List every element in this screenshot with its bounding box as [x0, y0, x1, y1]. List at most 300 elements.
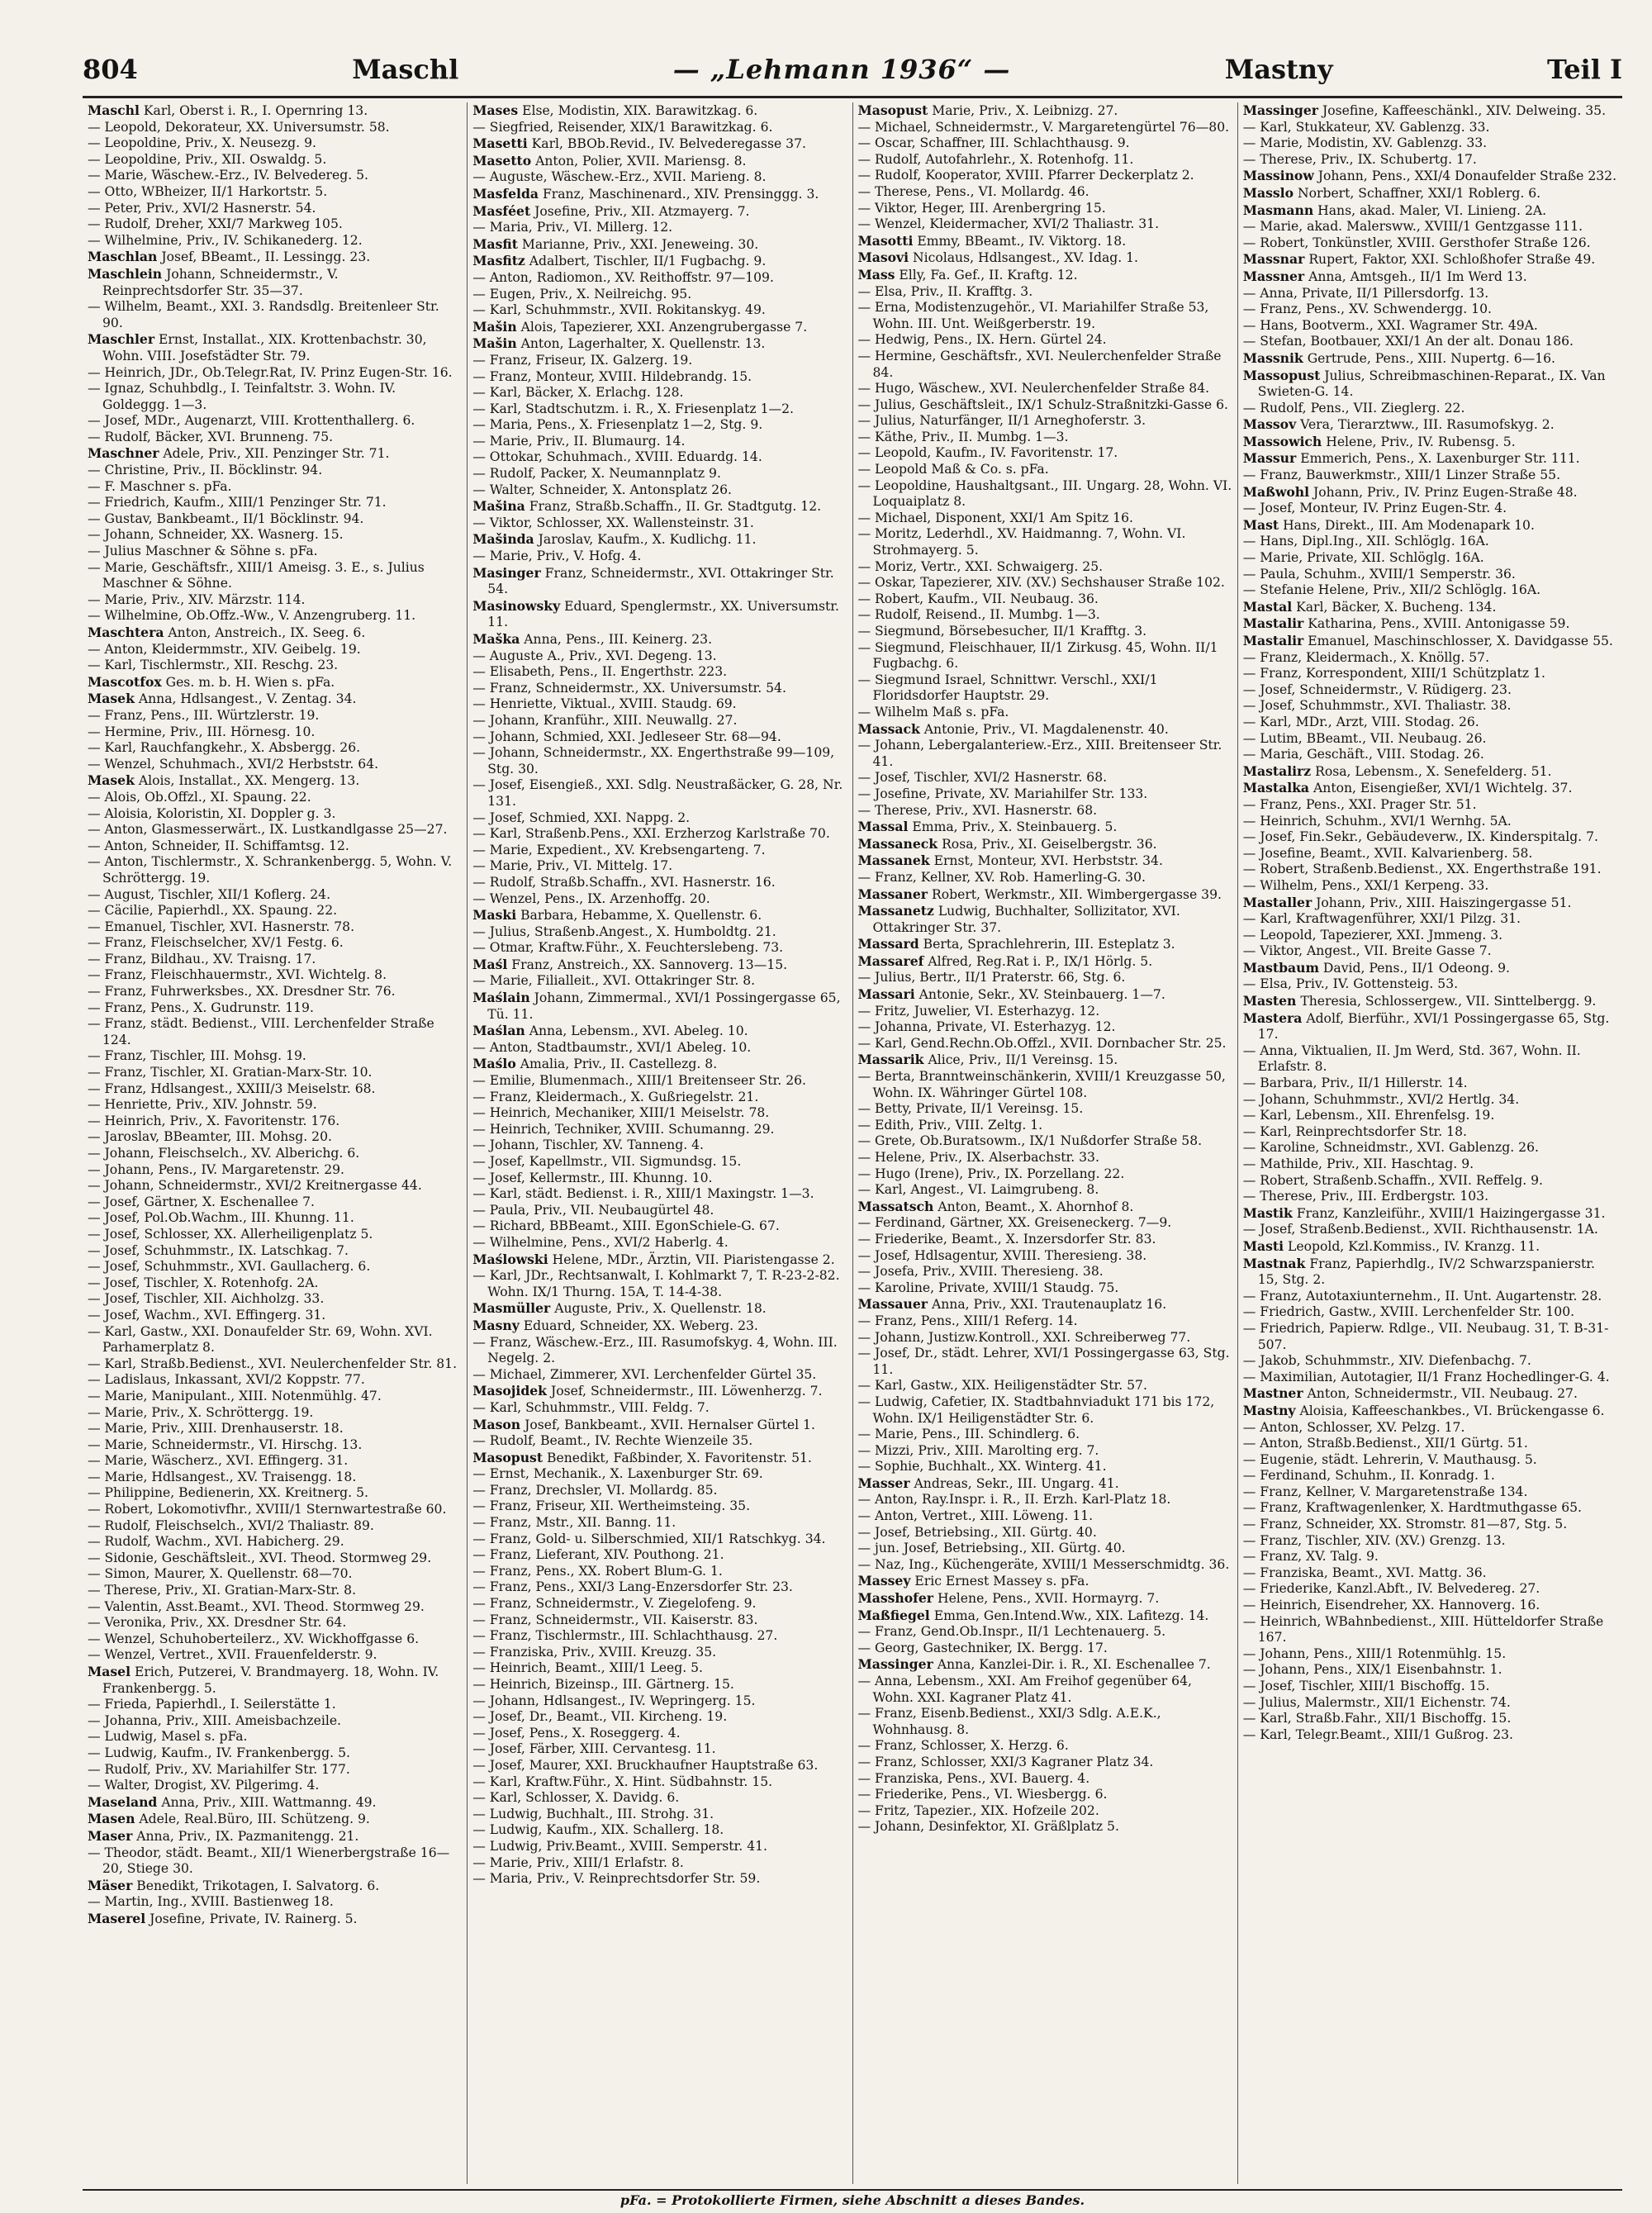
- entry-details: Johann, Pens., XXI/4 Donaufelder Straße 232.: [1317, 169, 1617, 184]
- entry-details: — Anton, Schneider, II. Schiffamtsg. 12.: [88, 838, 349, 853]
- entry-details: — Emilie, Blumenmach., XIII/1 Breitenseer Str. 26.: [472, 1073, 807, 1089]
- directory-entry: [1243, 698, 1617, 715]
- entry-details: — Cäcilie, Papierhdl., XX. Spaung. 22.: [88, 903, 338, 919]
- directory-entry: [472, 973, 847, 990]
- entry-details: Adalbert, Tischler, II/1 Fugbachg. 9.: [529, 254, 767, 269]
- entry-details: — Robert, Lokomotivfhr., XVIII/1 Sternwartestraße 60.: [88, 1502, 447, 1517]
- directory-entry: [1243, 976, 1617, 993]
- directory-entry: [472, 253, 847, 270]
- directory-entry: [88, 544, 462, 560]
- directory-entry: [472, 891, 847, 908]
- entry-details: Karl, BBOb.Revid., IV. Belvederegasse 37.: [531, 136, 806, 152]
- directory-entry: [1243, 202, 1617, 220]
- directory-entry: [472, 153, 847, 170]
- entry-details: Helene, Pens., XVII. Hormayrg. 7.: [937, 1591, 1160, 1607]
- entry-details: Anton, Polier, XVII. Mariensg. 8.: [535, 153, 747, 169]
- entry-surname: Maschler: [88, 331, 155, 348]
- directory-entry: [472, 1758, 847, 1774]
- directory-entry: [88, 1178, 462, 1194]
- directory-entry: [88, 967, 462, 984]
- directory-entry: [858, 607, 1232, 624]
- entry-details: — Josef, Betriebsing., XII. Gürtg. 40.: [857, 1524, 1097, 1540]
- directory-entry: [472, 1040, 847, 1057]
- entry-details: — Franz, Tischler, XI. Gratian-Marx-Str. 10.: [88, 1065, 373, 1080]
- directory-entry: [858, 1803, 1232, 1820]
- entry-surname: Mastbaum: [1242, 959, 1319, 976]
- entry-details: — Georg, Gastechniker, IX. Bergg. 17.: [857, 1640, 1108, 1655]
- entry-details: — Therese, Priv., IX. Schubertg. 17.: [1242, 151, 1477, 167]
- entry-details: — Karl, Schlosser, X. Davidg. 6.: [472, 1790, 680, 1806]
- entry-details: — Johann, Fleischselch., XV. Alberichg. 6.: [88, 1146, 360, 1161]
- entry-details: — Karl, Stukkateur, XV. Gablenzg. 33.: [1242, 119, 1490, 135]
- directory-entry: [88, 608, 462, 624]
- entry-details: — Gustav, Bankbeamt., II/1 Böcklinstr. 94.: [88, 511, 364, 526]
- entry-details: — Anna, Lebensm., XXI. Am Freihof gegenüber 64, Wohn. XXI. Kagraner Platz 41.: [857, 1674, 1192, 1705]
- directory-entry: [472, 1400, 847, 1417]
- entry-details: — Johann, Schmied, XXI. Jedleseer Str. 68—94.: [472, 729, 781, 744]
- directory-entry: [858, 803, 1232, 819]
- directory-entry: [1243, 878, 1617, 895]
- entry-details: — Elisabeth, Pens., II. Engerthstr. 223.: [472, 664, 728, 680]
- entry-details: — Ludwig, Kaufm., IV. Frankenbergg. 5.: [88, 1745, 350, 1760]
- directory-entry: [88, 1697, 462, 1713]
- entry-details: — Marie, Priv., V. Hofg. 4.: [472, 549, 642, 564]
- entry-surname: Maślan: [472, 1023, 525, 1039]
- directory-entry: [858, 1541, 1232, 1557]
- directory-entry: [1243, 286, 1617, 302]
- directory-entry: [88, 740, 462, 757]
- directory-entry: [472, 1693, 847, 1710]
- directory-entry: [858, 1771, 1232, 1788]
- entry-details: — Ludwig, Kaufm., XIX. Schallerg. 18.: [472, 1822, 724, 1838]
- directory-entry: [88, 1664, 462, 1697]
- entry-details: — Karl, MDr., Arzt, VIII. Stodag. 26.: [1242, 714, 1479, 729]
- entry-details: — Josef, Tischler, XIII/1 Bischoffg. 15.: [1242, 1679, 1490, 1693]
- entry-details: Rupert, Faktor, XXI. Schloßhofer Straße 49.: [1308, 252, 1596, 268]
- entry-surname: Mastnak: [1242, 1255, 1306, 1271]
- directory-entry: [472, 135, 847, 153]
- entry-details: — Marie, Schneidermstr., VI. Hirschg. 13.: [88, 1437, 363, 1452]
- entry-details: — Josef, Monteur, IV. Prinz Eugen-Str. 4.: [1242, 501, 1507, 516]
- entry-details: — jun. Josef, Betriebsing., XII. Gürtg. 40.: [857, 1541, 1126, 1556]
- directory-entry: [1243, 1370, 1617, 1386]
- directory-entry: [472, 1235, 847, 1251]
- directory-entry: [472, 713, 847, 729]
- entry-details: — Julius, Naturfänger, II/1 Arneghoferstr. 3.: [857, 413, 1146, 429]
- directory-entry: [1243, 763, 1617, 781]
- entry-surname: Maschl: [88, 102, 140, 118]
- directory-entry: [1243, 1420, 1617, 1437]
- directory-entry: [858, 1101, 1232, 1118]
- entry-details: Helene, Priv., IV. Rubensg. 5.: [1326, 434, 1516, 449]
- directory-entry: [472, 1807, 847, 1823]
- entry-details: — Josefa, Priv., XVIII. Theresieng. 38.: [857, 1264, 1104, 1280]
- entry-surname: Massinger: [1242, 102, 1318, 118]
- entry-details: — Rudolf, Beamt., IV. Rechte Wienzeile 35.: [472, 1433, 753, 1449]
- entry-details: — Josef, Dr., städt. Lehrer, XVI/1 Possingergasse 63, Stg. 11.: [857, 1346, 1230, 1377]
- entry-details: — Johann, Pens., XIX/1 Eisenbahnstr. 1.: [1242, 1662, 1502, 1678]
- entry-details: — Josef, Maurer, XXI. Bruckhaufner Hauptstraße 63.: [472, 1757, 819, 1773]
- directory-entry: [472, 1105, 847, 1122]
- directory-entry: [88, 560, 462, 592]
- directory-entry: [88, 1599, 462, 1616]
- directory-entry: [1243, 152, 1617, 169]
- directory-entry: [472, 319, 847, 336]
- directory-entry: [858, 1394, 1232, 1427]
- directory-entry: [88, 1911, 462, 1928]
- directory-entry: [1243, 318, 1617, 335]
- directory-entry: [88, 984, 462, 1000]
- directory-entry: [472, 1318, 847, 1335]
- directory-entry: [472, 875, 847, 891]
- entry-details: — Hugo, Wäschew., XVI. Neulerchenfelder Straße 84.: [857, 381, 1210, 397]
- entry-surname: Massatsch: [857, 1198, 934, 1214]
- entry-details: — Heinrich, Bizeinsp., III. Gärtnerg. 15.: [472, 1677, 734, 1692]
- entry-details: Hans, Direkt., III. Am Modenapark 10.: [1283, 517, 1535, 533]
- entry-details: — Leopoldine, Priv., X. Neusezg. 9.: [88, 135, 316, 151]
- directory-entry: [1243, 350, 1617, 368]
- directory-entry: [858, 903, 1232, 936]
- entry-details: — Käthe, Priv., II. Mumbg. 1—3.: [857, 429, 1069, 444]
- entry-details: Norbert, Schaffner, XXI/1 Roblerg. 6.: [1297, 185, 1541, 201]
- directory-entry: [88, 1647, 462, 1664]
- directory-entry: [472, 186, 847, 203]
- directory-entry: [1243, 1140, 1617, 1156]
- entry-details: — Viktor, Heger, III. Arenbergring 15.: [857, 200, 1106, 216]
- directory-entry: [858, 332, 1232, 349]
- directory-entry: [472, 1596, 847, 1612]
- directory-entry: [1243, 251, 1617, 268]
- directory-entry: [858, 526, 1232, 558]
- entry-surname: Maślowski: [472, 1251, 548, 1267]
- entry-details: Anton, Lagerhalter, X. Quellenstr. 13.: [520, 336, 766, 352]
- entry-details: — Franziska, Beamt., XVI. Mattg. 36.: [1242, 1565, 1487, 1580]
- directory-entry: [88, 919, 462, 936]
- entry-details: — Viktor, Schlosser, XX. Wallensteinstr. 31.: [472, 515, 754, 530]
- entry-details: — Valentin, Asst.Beamt., XVI. Theod. Stormweg 29.: [88, 1598, 425, 1614]
- directory-entry: [858, 870, 1232, 886]
- directory-entry: [472, 1532, 847, 1548]
- entry-details: — Karl, Lebensm., XII. Ehrenfelsg. 19.: [1242, 1108, 1495, 1123]
- directory-entry: [858, 819, 1232, 836]
- entry-surname: Masmüller: [472, 1300, 551, 1317]
- entry-surname: Masinger: [472, 564, 541, 581]
- directory-entry: [1243, 1124, 1617, 1141]
- directory-entry: [858, 1264, 1232, 1280]
- directory-entry: [472, 1073, 847, 1090]
- directory-entry: [88, 757, 462, 773]
- entry-details: — Moriz, Vertr., XXI. Schwaigerg. 25.: [857, 558, 1104, 574]
- directory-entry: [472, 1564, 847, 1580]
- directory-entry: [88, 1421, 462, 1437]
- entry-details: — Veronika, Priv., XX. Dresdner Str. 64.: [88, 1615, 347, 1631]
- entry-surname: Mastalirz: [1242, 762, 1312, 779]
- entry-details: — Frieda, Papierhdl., I. Seilerstätte 1.: [88, 1697, 336, 1712]
- directory-entry: [472, 729, 847, 746]
- entry-details: — Rudolf, Kooperator, XVIII. Pfarrer Deckerplatz 2.: [857, 168, 1194, 183]
- entry-details: — Anton, Tischlermstr., X. Schrankenbergg. 5, Wohn. V. Schröttergg. 19.: [88, 854, 453, 886]
- entry-details: — Franz, Schlosser, XXI/3 Kagraner Platz 34.: [857, 1754, 1154, 1769]
- directory-entry: [472, 1855, 847, 1872]
- column-2: [467, 102, 852, 2184]
- directory-entry: [1243, 1238, 1617, 1256]
- entry-surname: Maßfiegel: [857, 1607, 930, 1623]
- entry-details: — Grete, Ob.Buratsowm., IX/1 Nußdorfer Straße 58.: [857, 1133, 1203, 1149]
- directory-entry: [88, 1778, 462, 1794]
- directory-entry: [88, 1308, 462, 1324]
- entry-details: — Franz, Schneider, XX. Stromstr. 81—87, Stg. 5.: [1242, 1517, 1568, 1532]
- directory-entry: [472, 1367, 847, 1384]
- left-keyword: Maschl: [352, 54, 459, 85]
- entry-details: — Emanuel, Tischler, XVI. Hasnerstr. 78.: [88, 919, 355, 934]
- entry-details: — Viktor, Angest., VII. Breite Gasse 7.: [1242, 943, 1492, 959]
- entry-details: — Wenzel, Schuhmach., XVI/2 Herbststr. 64.: [88, 756, 379, 772]
- entry-details: — Paula, Schuhm., XVIII/1 Semperstr. 36.: [1242, 566, 1516, 582]
- directory-entry: [858, 575, 1232, 591]
- directory-entry: [472, 1056, 847, 1073]
- directory-entry: [1243, 731, 1617, 748]
- directory-entry: [858, 852, 1232, 870]
- entry-details: — Franz, Korrespondent, XIII/1 Schützplatz 1.: [1242, 666, 1545, 681]
- entry-surname: Mass: [857, 266, 895, 283]
- directory-entry: [858, 1608, 1232, 1625]
- entry-details: — Karl, Angest., VI. Laimgrubeng. 8.: [857, 1182, 1099, 1198]
- directory-entry: [472, 449, 847, 466]
- entry-details: — Sophie, Buchhalt., XX. Winterg. 41.: [857, 1459, 1107, 1475]
- entry-details: — Ignaz, Schuhbdlg., I. Teinfaltstr. 3. Wohn. IV. Goldeggg. 1—3.: [88, 381, 396, 412]
- entry-details: — Rudolf, Straßb.Schaffn., XVI. Hasnerstr. 16.: [472, 874, 776, 890]
- directory-entry: [88, 1894, 462, 1911]
- entry-details: — Marie, Filialleit., XVI. Ottakringer Str. 8.: [472, 973, 756, 989]
- entry-details: — Karl, Bäcker, X. Erlachg. 128.: [472, 385, 684, 401]
- entry-details: — Franz, städt. Bedienst., VIII. Lerchenfelder Straße 124.: [88, 1016, 434, 1047]
- entry-surname: Masti: [1242, 1237, 1284, 1254]
- directory-entry: [1243, 1385, 1617, 1403]
- entry-surname: Massaref: [857, 952, 924, 969]
- entry-details: — Ludwig, Buchhalt., III. Strohg. 31.: [472, 1806, 714, 1821]
- entry-details: — Franz, Schneidermstr., VII. Kaiserstr. 83.: [472, 1612, 758, 1627]
- entry-details: — Robert, Tonkünstler, XVIII. Gersthofer Straße 126.: [1242, 235, 1591, 250]
- entry-details: — Franz, Tischler, III. Mohsg. 19.: [88, 1048, 306, 1064]
- directory-entry: [88, 1713, 462, 1730]
- directory-entry: [472, 1741, 847, 1758]
- directory-entry: [472, 335, 847, 353]
- entry-surname: Maška: [472, 631, 520, 647]
- directory-entry: [472, 1203, 847, 1219]
- directory-entry: [88, 1845, 462, 1878]
- entry-details: — Otto, WBheizer, II/1 Harkortstr. 5.: [88, 183, 328, 199]
- entry-details: — Marie, Wäscherz., XVI. Effingerg. 31.: [88, 1453, 349, 1469]
- directory-entry: [88, 1828, 462, 1845]
- directory-entry: [472, 681, 847, 697]
- entry-details: Johann, Zimmermal., XVI/1 Possingergasse 65, Tü. 11.: [487, 990, 841, 1022]
- entry-details: — Edith, Priv., VIII. Zeltg. 1.: [857, 1117, 1043, 1133]
- entry-details: — Robert, Kaufm., VII. Neubaug. 36.: [857, 591, 1099, 606]
- directory-entry: [88, 233, 462, 249]
- directory-entry: [858, 349, 1232, 381]
- entry-details: — Franz, Bauwerkmstr., XIII/1 Linzer Straße 55.: [1242, 468, 1561, 483]
- directory-entry: [1243, 1256, 1617, 1289]
- directory-entry: [858, 738, 1232, 770]
- entry-surname: Mastaller: [1242, 894, 1313, 910]
- directory-entry: [1243, 928, 1617, 944]
- entry-details: — Marie, Modistin, XV. Gablenzg. 33.: [1242, 135, 1488, 151]
- directory-entry: [858, 1199, 1232, 1216]
- directory-entry: [88, 463, 462, 479]
- entry-details: — Henriette, Viktual., XVIII. Staudg. 69.: [472, 696, 737, 712]
- directory-entry: [858, 1641, 1232, 1657]
- directory-entry: [1243, 599, 1617, 616]
- entry-details: — Marie, Priv., XIII. Drenhauserstr. 18.: [88, 1421, 344, 1437]
- directory-entry: [1243, 168, 1617, 185]
- directory-entry: [1243, 1533, 1617, 1550]
- directory-entry: [1243, 829, 1617, 846]
- entry-details: — Michael, Zimmerer, XVI. Lerchenfelder Gürtel 35.: [472, 1366, 817, 1382]
- entry-details: — Ludwig, Priv.Beamt., XVIII. Semperstr. 41.: [472, 1838, 768, 1854]
- directory-entry: [88, 1745, 462, 1762]
- entry-details: — Theodor, städt. Beamt., XII/1 Wienerbergstraße 16—20, Stiege 30.: [88, 1845, 450, 1877]
- directory-entry: [858, 445, 1232, 462]
- entry-details: Anna, Pens., III. Keinerg. 23.: [524, 632, 713, 647]
- entry-details: — Karl, Straßb.Fahr., XII/1 Bischoffg. 15.: [1242, 1711, 1512, 1726]
- directory-entry: [88, 790, 462, 806]
- entry-surname: Massnik: [1242, 349, 1303, 366]
- directory-entry: [1243, 747, 1617, 763]
- directory-entry: [1243, 1156, 1617, 1173]
- entry-details: — Karl, Schuhmmstr., VIII. Feldg. 7.: [472, 1399, 710, 1415]
- entry-details: — Friederike, Kanzl.Abft., IV. Belvedereg. 27.: [1242, 1581, 1540, 1597]
- directory-entry: [472, 498, 847, 515]
- entry-details: — Franz, Schneidermstr., V. Ziegelofeng. 9.: [472, 1596, 757, 1612]
- entry-details: — Johann, Pens., XIII/1 Rotenmühlg. 15.: [1242, 1646, 1507, 1661]
- directory-entry: [858, 1215, 1232, 1232]
- entry-details: — Anna, Private, II/1 Pillersdorfg. 13.: [1242, 285, 1489, 301]
- directory-entry: [472, 515, 847, 532]
- entry-details: — Franz, Monteur, XVIII. Hildebrandg. 15.: [472, 368, 752, 384]
- entry-details: Ges. m. b. H. Wien s. pFa.: [165, 674, 335, 690]
- directory-entry: [88, 495, 462, 511]
- entry-details: Anton, Eisengießer, XVI/1 Wichtelg. 37.: [1313, 781, 1573, 796]
- directory-entry: [858, 233, 1232, 250]
- directory-entry: [88, 1097, 462, 1114]
- entry-details: — Karl, städt. Bedienst. i. R., XIII/1 Maxingstr. 1—3.: [472, 1186, 814, 1202]
- directory-entry: [472, 598, 847, 631]
- directory-entry: [858, 1427, 1232, 1443]
- directory-entry: [472, 302, 847, 319]
- directory-entry: [88, 413, 462, 430]
- directory-entry: [858, 1232, 1232, 1248]
- directory-entry: [858, 1459, 1232, 1475]
- directory-entry: [472, 236, 847, 254]
- directory-entry: [472, 1839, 847, 1855]
- entry-details: — Simon, Maurer, X. Quellenstr. 68—70.: [88, 1566, 353, 1582]
- directory-entry: [88, 1762, 462, 1778]
- entry-details: — Karl, Rauchfangkehr., X. Absbergg. 26.: [88, 740, 361, 756]
- entry-details: Ernst, Monteur, XVI. Herbststr. 34.: [933, 853, 1163, 869]
- entry-details: — Franz, Gold- u. Silberschmied, XII/1 Ratschkyg. 34.: [472, 1531, 826, 1546]
- entry-details: — Hedwig, Pens., IX. Hern. Gürtel 24.: [857, 332, 1107, 348]
- directory-entry: [1243, 1598, 1617, 1614]
- directory-entry: [472, 1122, 847, 1138]
- entry-details: — Otmar, Kraftw.Führ., X. Feuchterslebeng. 73.: [472, 940, 784, 956]
- entry-details: — Michael, Schneidermstr., V. Margaretengürtel 76—80.: [857, 119, 1230, 135]
- entry-details: Emmy, BBeamt., IV. Viktorg. 18.: [917, 233, 1127, 249]
- directory-entry: [472, 858, 847, 875]
- directory-entry: [472, 1871, 847, 1888]
- entry-details: — Stefan, Bootbauer, XXI/1 An der alt. Donau 186.: [1242, 334, 1574, 349]
- directory-entry: [88, 887, 462, 904]
- entry-surname: Maschlein: [88, 265, 163, 282]
- entry-details: — Maria, Geschäft., VIII. Stodag. 26.: [1242, 747, 1484, 762]
- directory-entry: [88, 1453, 462, 1470]
- entry-details: — Henriette, Priv., XIV. Johnstr. 59.: [88, 1097, 317, 1113]
- directory-entry: [1243, 1468, 1617, 1484]
- directory-entry: [472, 1515, 847, 1532]
- entry-details: Josefine, Kaffeeschänkl., XIV. Delweing. 35.: [1322, 103, 1607, 118]
- directory-entry: [858, 1525, 1232, 1541]
- directory-entry: [858, 770, 1232, 786]
- directory-entry: [858, 953, 1232, 971]
- entry-details: — Josef, Kellermstr., III. Khunng. 10.: [472, 1170, 713, 1185]
- entry-details: — Heinrich, Mechaniker, XIII/1 Meiselstr. 78.: [472, 1105, 770, 1121]
- entry-surname: Massowich: [1242, 433, 1322, 449]
- entry-surname: Mastalir: [1242, 633, 1304, 648]
- entry-details: Anna, Lebensm., XVI. Abeleg. 10.: [529, 1023, 748, 1039]
- entry-details: — Julius, Malermstr., XII/1 Eichenstr. 74.: [1242, 1694, 1511, 1710]
- entry-surname: Massinger: [857, 1656, 933, 1673]
- directory-entry: [472, 1335, 847, 1367]
- directory-entry: [88, 331, 462, 364]
- entry-details: — Marie, Private, XII. Schlöglg. 16A.: [1242, 550, 1484, 566]
- entry-details: — Elsa, Priv., IV. Gottensteig. 53.: [1242, 976, 1459, 992]
- entry-surname: Massaneck: [857, 835, 938, 852]
- directory-entry: [858, 1248, 1232, 1265]
- entry-details: — Johanna, Priv., XIII. Ameisbachzeile.: [88, 1712, 342, 1728]
- directory-entry: [1243, 1092, 1617, 1109]
- entry-details: Jaroslav, Kaufm., X. Kudlichg. 11.: [538, 532, 757, 548]
- directory-entry: [88, 1162, 462, 1179]
- entry-details: Nicolaus, Hdlsangest., XV. Idag. 1.: [913, 250, 1139, 266]
- entry-details: — Josef, Schuhmmstr., XVI. Thaliastr. 38.: [1242, 698, 1512, 714]
- directory-entry: [472, 843, 847, 859]
- directory-entry: [472, 810, 847, 827]
- directory-entry: [858, 1133, 1232, 1150]
- entry-surname: Mastny: [1242, 1402, 1296, 1418]
- entry-details: — Heinrich, JDr., Ob.Telegr.Rat, IV. Prinz Eugen-Str. 16.: [88, 364, 453, 380]
- directory-entry: [1243, 102, 1617, 120]
- entry-surname: Masetti: [472, 135, 528, 152]
- directory-entry: [1243, 633, 1617, 650]
- entry-surname: Maski: [472, 907, 517, 924]
- directory-entry: [858, 184, 1232, 201]
- entry-details: — Michael, Disponent, XXI/1 Am Spitz 16.: [857, 510, 1133, 525]
- directory-entry: [858, 970, 1232, 986]
- entry-details: Antonie, Sekr., XV. Steinbauerg. 1—7.: [919, 987, 1165, 1003]
- entry-details: — Robert, Straßenb.Schaffn., XVII. Reffelg. 9.: [1242, 1172, 1543, 1188]
- entry-surname: Masfitz: [472, 253, 525, 269]
- entry-details: — Jakob, Schuhmmstr., XIV. Diefenbachg. 7.: [1242, 1353, 1531, 1369]
- directory-entry: [858, 1052, 1232, 1069]
- entry-details: — Maria, Pens., X. Friesenplatz 1—2, Stg. 9.: [472, 417, 763, 433]
- directory-entry: [1243, 1010, 1617, 1043]
- entry-details: — Anton, Glasmesserwärt., IX. Lustkandlgasse 25—27.: [88, 822, 448, 838]
- entry-surname: Masel: [88, 1664, 131, 1679]
- entry-surname: Maślain: [472, 990, 530, 1006]
- directory-entry: [1243, 1711, 1617, 1727]
- directory-entry: [858, 1706, 1232, 1738]
- entry-details: — Franz, Pens., X. Gudrunstr. 119.: [88, 1000, 314, 1015]
- directory-entry: [472, 287, 847, 303]
